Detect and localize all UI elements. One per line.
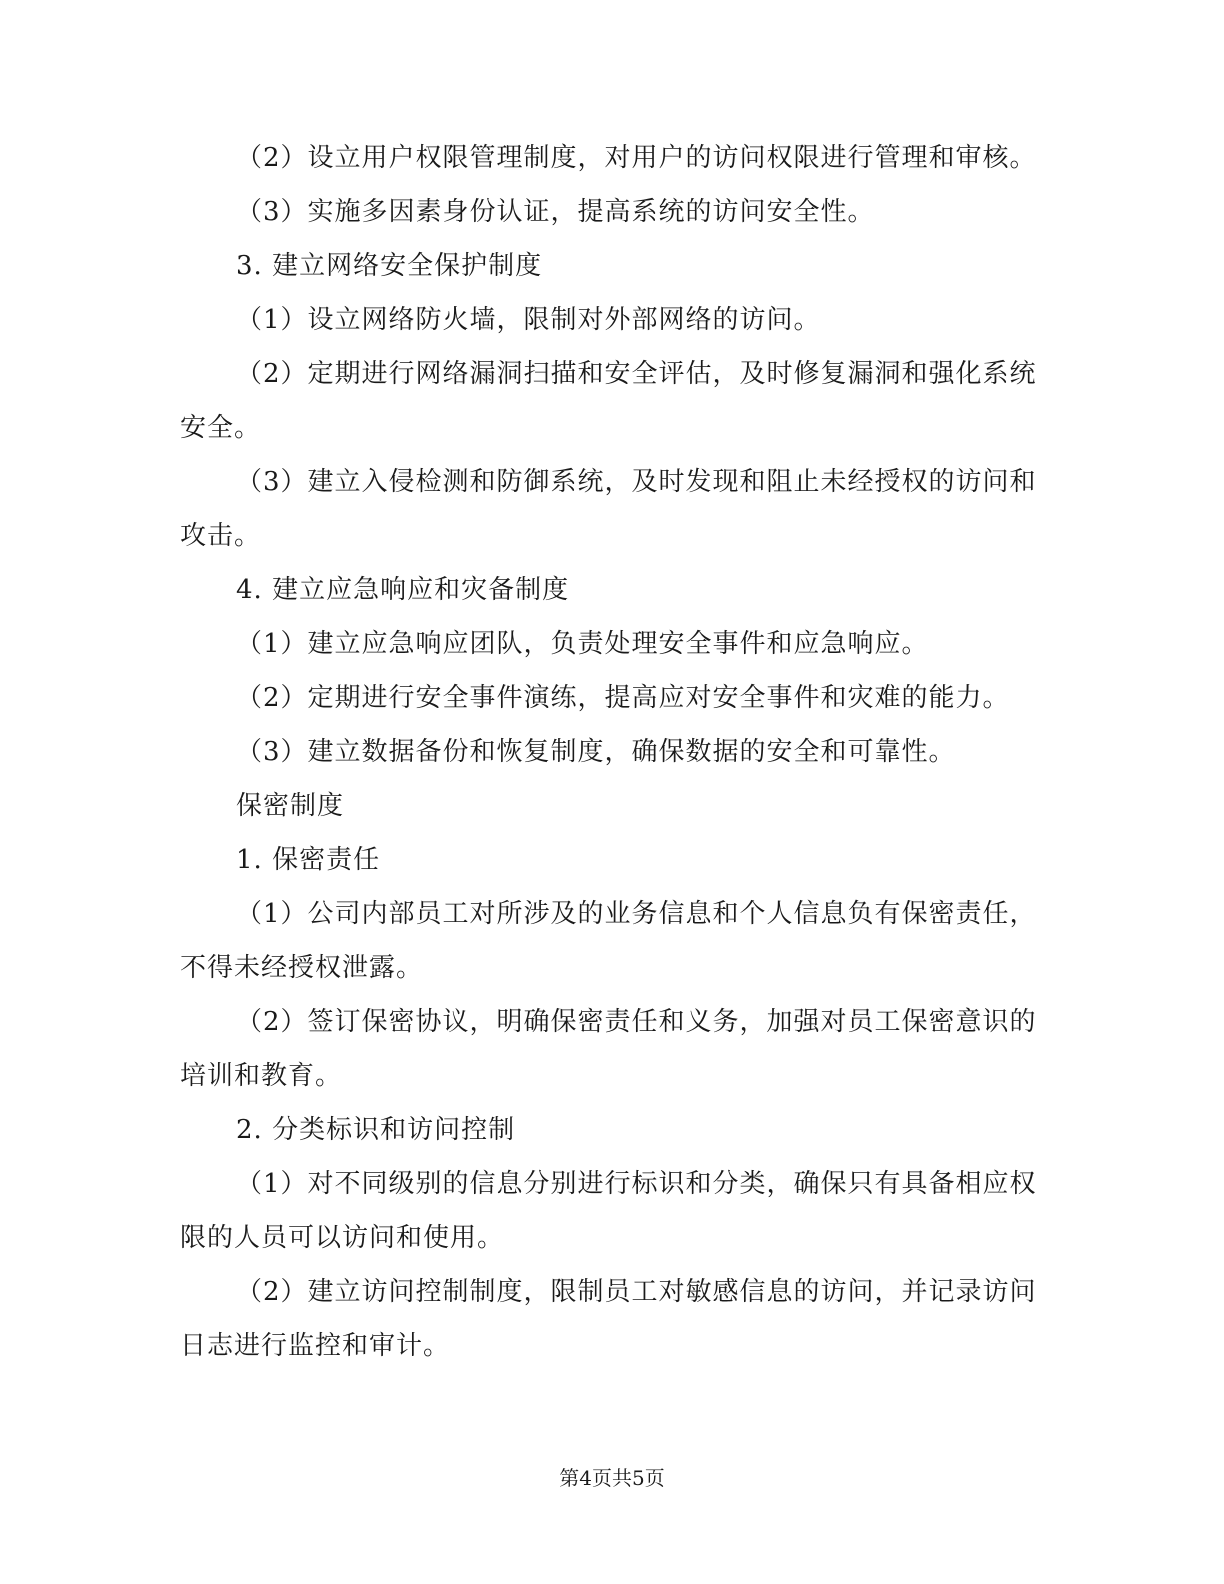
- paragraph: （1）对不同级别的信息分别进行标识和分类，确保只有具备相应权限的人员可以访问和使用。: [180, 1169, 1037, 1253]
- paragraph: （3）实施多因素身份认证，提高系统的访问安全性。: [236, 197, 875, 227]
- paragraph: （1）设立网络防火墙，限制对外部网络的访问。: [236, 305, 821, 335]
- paragraph: （2）建立访问控制制度，限制员工对敏感信息的访问，并记录访问日志进行监控和审计。: [180, 1277, 1037, 1361]
- paragraph: （3）建立数据备份和恢复制度，确保数据的安全和可靠性。: [236, 737, 956, 767]
- paragraph: （2）设立用户权限管理制度，对用户的访问权限进行管理和审核。: [236, 143, 1037, 173]
- paragraph: （1）公司内部员工对所涉及的业务信息和个人信息负有保密责任，不得未经授权泄露。: [180, 899, 1037, 983]
- paragraph: （2）定期进行网络漏洞扫描和安全评估，及时修复漏洞和强化系统安全。: [180, 359, 1037, 443]
- paragraph: （3）建立入侵检测和防御系统，及时发现和阻止未经授权的访问和攻击。: [180, 467, 1037, 551]
- section-heading: 4. 建立应急响应和灾备制度: [236, 575, 570, 605]
- paragraph: （2）定期进行安全事件演练，提高应对安全事件和灾难的能力。: [236, 683, 1010, 713]
- section-heading: 3. 建立网络安全保护制度: [236, 251, 543, 281]
- chapter-heading: 保密制度: [236, 791, 345, 821]
- section-heading: 2. 分类标识和访问控制: [236, 1115, 516, 1145]
- section-heading: 1. 保密责任: [236, 845, 381, 875]
- page-number-footer: 第4页共5页: [559, 1466, 665, 1490]
- document-body: [180, 131, 1040, 1373]
- paragraph: （2）签订保密协议，明确保密责任和义务，加强对员工保密意识的培训和教育。: [180, 1007, 1037, 1091]
- paragraph: （1）建立应急响应团队，负责处理安全事件和应急响应。: [236, 629, 929, 659]
